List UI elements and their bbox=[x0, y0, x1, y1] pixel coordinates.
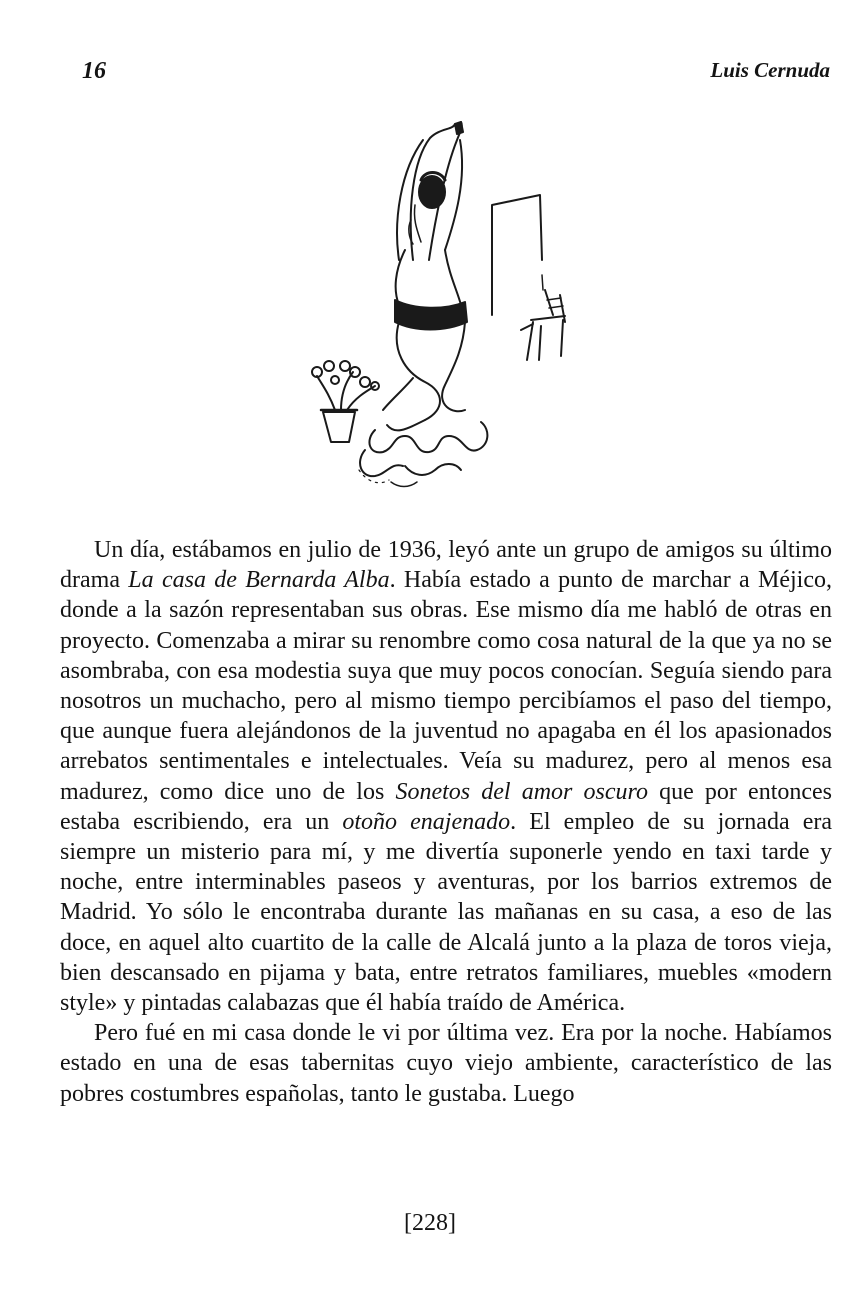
paragraph: Pero fué en mi casa donde le vi por última vez. Era por la noche. Habíamos estado en una de esas tabernitas cuyo viejo ambiente, característico de las pobres costumbres españolas, tanto le gustaba. Luego bbox=[60, 1020, 832, 1107]
paragraph: Un día, estábamos en julio de 1936, leyó ante un grupo de amigos su último drama La casa de Bernarda Alba. Había estado a punto de marchar a Méjico, donde a la sazón representaban sus obras. Ese mismo día me habló de otras en proyecto. Comenzaba a mirar su renombre como cosa natural de la que ya no se asombraba, con esa modestia suya que muy pocos conocían. Seguía siendo para nosotros un muchacho, pero al mismo tiempo percibíamos el paso del tiempo, que aunque fuera alejándonos de la juventud no apagaba en él los apasionados arrebatos sentimentales e intelectuales. Veía su madurez, pero al menos esa madurez, como dice uno de los Sonetos del amor oscuro que por entonces estaba escribiendo, era un otoño enajenado. El empleo de su jornada era siempre un misterio para mí, y me divertía suponerle yendo en taxi tarde y noche, entre interminables paseos y aventuras, por los barrios extremos de Madrid. Yo sólo le encontraba durante las mañanas en su casa, a eso de las doce, en aquel alto cuartito de la calle de Alcalá junto a la plaza de toros vieja, bien descansado en pijama y bata, entre retratos familiares, muebles «modern style» y pintadas calabazas que él había traído de América. bbox=[60, 537, 833, 1017]
running-head-author: Luis Cernuda bbox=[710, 58, 830, 82]
page-folio: [228] bbox=[404, 1210, 456, 1236]
dancer-illustration bbox=[295, 110, 585, 495]
title-la-casa-de-bernarda-alba: La casa de Bernarda Alba bbox=[128, 567, 390, 594]
body-text bbox=[60, 535, 832, 1109]
title-sonetos-del-amor-oscuro: Sonetos del amor oscuro bbox=[395, 778, 648, 805]
page-number: 16 bbox=[82, 58, 106, 84]
phrase-otono-enajenado: otoño enajenado bbox=[342, 808, 511, 835]
